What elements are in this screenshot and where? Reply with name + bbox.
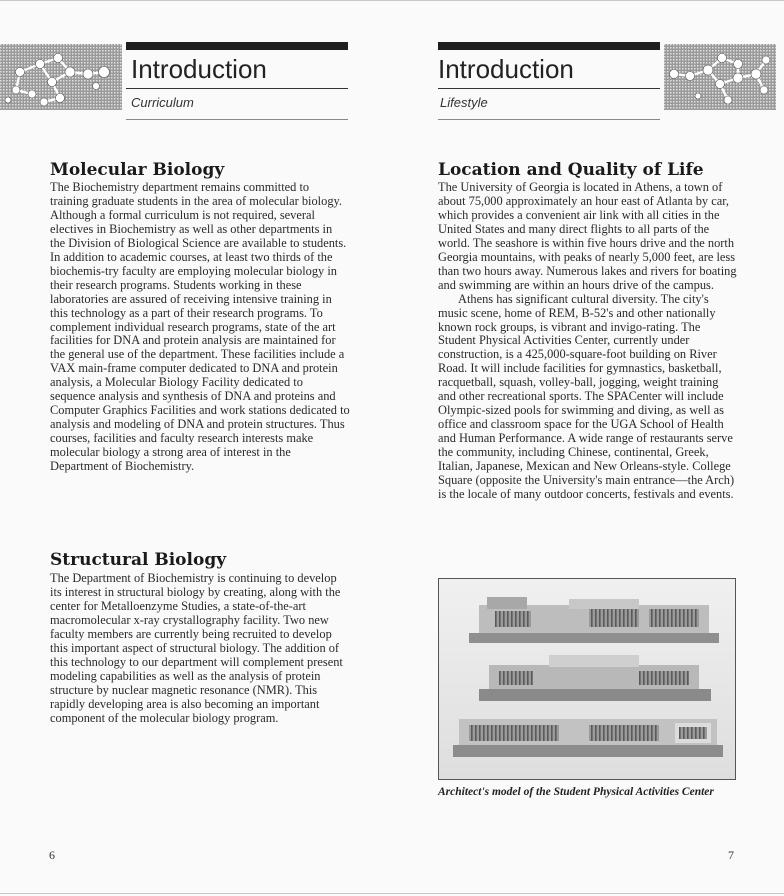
header-rule <box>438 88 660 89</box>
molecule-graphic-left <box>0 44 122 110</box>
architect-model-photo <box>438 578 736 780</box>
top-edge-line <box>0 0 392 1</box>
heading-molecular-biology: Molecular Biology <box>50 160 225 180</box>
structural-biology-text <box>50 572 350 725</box>
molecule-graphic-right <box>664 44 776 110</box>
header-bar <box>438 42 660 50</box>
section-subtitle: Lifestyle <box>440 95 488 110</box>
paragraph: The University of Georgia is located in Athens, a town of about 75,000 approximately an hour east of Atlanta by car, which provides a convenient air link with all cities in the United States and many direct flights to all parts of the world. The seashore is within five hours drive and the north Georgia mountains, with peaks of nearly 5,000 feet, are less than two hours away. Numerous lakes and rivers for boating and swimming are within an hours drive of the campus. <box>438 180 737 292</box>
heading-location-quality-of-life: Location and Quality of Life <box>438 160 704 180</box>
top-edge-line <box>392 0 784 1</box>
section-title: Introduction <box>438 54 574 84</box>
header-rule-lower <box>126 119 348 120</box>
page-number: 7 <box>728 848 734 862</box>
figure-caption: Architect's model of the Student Physical Activities Center <box>438 786 714 798</box>
section-title: Introduction <box>131 54 267 84</box>
page-number: 6 <box>49 848 55 862</box>
section-subtitle: Curriculum <box>131 95 194 110</box>
header-rule <box>126 88 348 89</box>
location-text <box>438 181 738 502</box>
bottom-edge-line <box>0 893 392 894</box>
header-rule-lower <box>438 119 660 120</box>
paragraph: Athens has significant cultural diversity. The city's music scene, home of REM, B-52's and other nationally known rock groups, is vibrant and invigo-rating. The Student Physical Activities Center, currently under construction, is a 425,000-square-foot building on River Road. It will include facilities for gymnastics, basketball, racquetball, squash, volley-ball, jogging, weight training and other recreational sports. The SPACenter will include Olympic-sized pools for swimming and diving, as well as office and classroom space for the UGA School of Health and Human Performance. A wide range of restaurants serve the community, including Chinese, continental, Greek, Italian, Japanese, Mexican and New Orleans-style. College Square (opposite the University's main entrance—the Arch) is the locale of many outdoor concerts, festivals and events. <box>438 291 735 501</box>
molecular-biology-text <box>50 181 350 474</box>
paragraph: The Biochemistry department remains committed to training graduate students in the area of molecular biology. Although a formal curriculum is not required, several electives in Biochemistry as well as other departments in the Division of Biological Science are available to students. In addition to academic courses, at least two thirds of the biochemis-try faculty are employing molecular biology in their research programs. Students working in these laboratories are assured of receiving intensive training in this technology as a part of their research programs. To complement individual research programs, state of the art facilities for DNA and protein analysis are maintained for the general use of the department. These facilities include a VAX main-frame computer dedicated to DNA and protein analysis, a Molecular Biology Facility dedicated to sequence analysis and synthesis of DNA and proteins and Computer Graphics Facilities and work stations dedicated to analysis and modeling of DNA and protein structures. Thus courses, facilities and faculty research interests make molecular biology a strong area of interest in the Department of Biochemistry. <box>50 180 350 474</box>
header-bar <box>126 42 348 50</box>
paragraph: The Department of Biochemistry is continuing to develop its interest in structural biology by creating, along with the center for Metalloenzyme Studies, a state-of-the-art macromolecular x-ray crystallography facility. Two new faculty members are currently being recruited to develop this important aspect of structural biology. The addition of this technology to our department will complement present modeling capabilities as well as the analysis of protein structure by nuclear magnetic resonance (NMR). This rapidly developing area is also becoming an important component of the molecular biology program. <box>50 571 343 725</box>
bottom-edge-line <box>392 893 784 894</box>
right-page <box>392 0 784 896</box>
heading-structural-biology: Structural Biology <box>50 550 227 570</box>
